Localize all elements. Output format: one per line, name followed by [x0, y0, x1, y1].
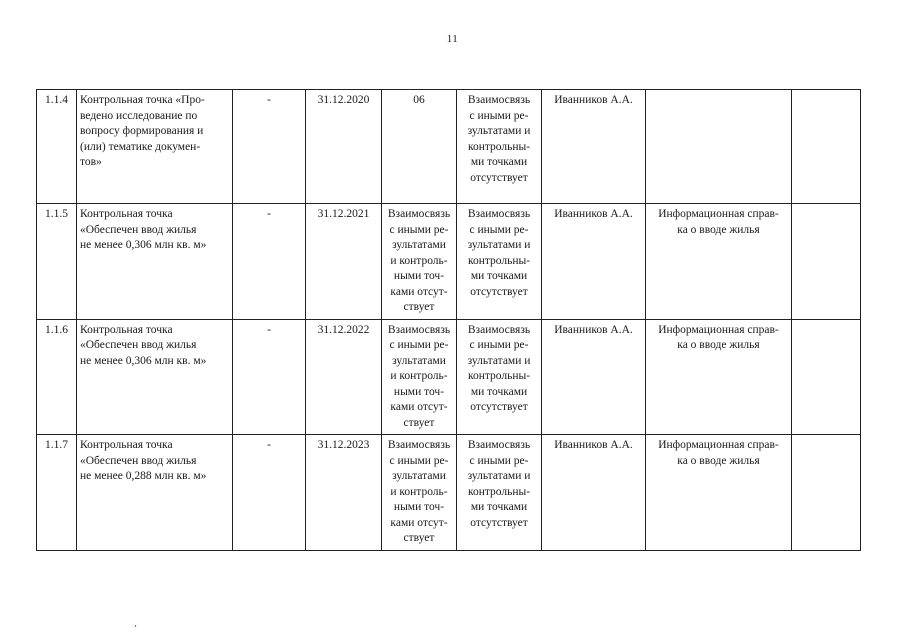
start-date-cell: -: [233, 204, 306, 320]
relation-cell: Взаимосвязь с иными ре- зультатами и контрольны- ми точками отсутствует: [467, 439, 531, 529]
control-point-name: Контрольная точка «Обеспечен ввод жилья не менее 0,306 млн кв. м»: [80, 208, 207, 251]
start-date-cell: -: [233, 90, 306, 204]
control-point-name: Контрольная точка «Обеспечен ввод жилья не менее 0,288 млн кв. м»: [80, 439, 207, 482]
table-row: [37, 319, 861, 435]
relation-cell: Взаимосвязь с иными ре- зультатами и контрольны- ми точками отсутствует: [467, 208, 531, 298]
table-row: [37, 435, 861, 551]
document-cell: Информационная справ- ка о вводе жилья: [658, 439, 779, 467]
relation-cell: Взаимосвязь с иными ре- зультатами и контрольны- ми точками отсутствует: [467, 94, 531, 184]
document-cell: Информационная справ- ка о вводе жилья: [658, 323, 779, 351]
extra-cell: [792, 319, 861, 435]
control-points-table: [36, 89, 861, 551]
end-date-cell: 31.12.2021: [306, 204, 382, 320]
stray-mark: ‚: [134, 618, 137, 628]
page-number: 11: [446, 33, 459, 45]
responsible-cell: Иванников А.А.: [542, 90, 646, 204]
extra-cell: [792, 204, 861, 320]
result-cell: Взаимосвязь с иными ре- зультатами и контроль- ными точ- ками отсут- ствует: [387, 439, 451, 544]
table-row: [37, 204, 861, 320]
result-cell: Взаимосвязь с иными ре- зультатами и контроль- ными точ- ками отсут- ствует: [387, 208, 451, 313]
table-row: [37, 90, 861, 204]
end-date-cell: 31.12.2023: [306, 435, 382, 551]
responsible-cell: Иванников А.А.: [542, 204, 646, 320]
row-number: 1.1.7: [37, 435, 77, 551]
control-point-name: Контрольная точка «Обеспечен ввод жилья не менее 0,306 млн кв. м»: [80, 323, 207, 367]
start-date-cell: -: [233, 435, 306, 551]
row-number: 1.1.6: [37, 319, 77, 435]
result-cell: Взаимосвязь с иными ре- зультатами и контроль- ными точ- ками отсут- ствует: [387, 323, 451, 429]
extra-cell: [792, 90, 861, 204]
row-number: 1.1.4: [37, 90, 77, 204]
control-point-name: Контрольная точка «Про- ведено исследование по вопросу формирования и (или) тематике докумен- тов»: [80, 94, 205, 168]
result-cell: 06: [413, 94, 425, 106]
relation-cell: Взаимосвязь с иными ре- зультатами и контрольны- ми точками отсутствует: [467, 323, 531, 413]
end-date-cell: 31.12.2020: [306, 90, 382, 204]
responsible-cell: Иванников А.А.: [542, 435, 646, 551]
extra-cell: [792, 435, 861, 551]
responsible-cell: Иванников А.А.: [542, 319, 646, 435]
start-date-cell: -: [233, 319, 306, 435]
row-number: 1.1.5: [37, 204, 77, 320]
document-cell: Информационная справ- ка о вводе жилья: [658, 208, 779, 236]
end-date-cell: 31.12.2022: [306, 319, 382, 435]
